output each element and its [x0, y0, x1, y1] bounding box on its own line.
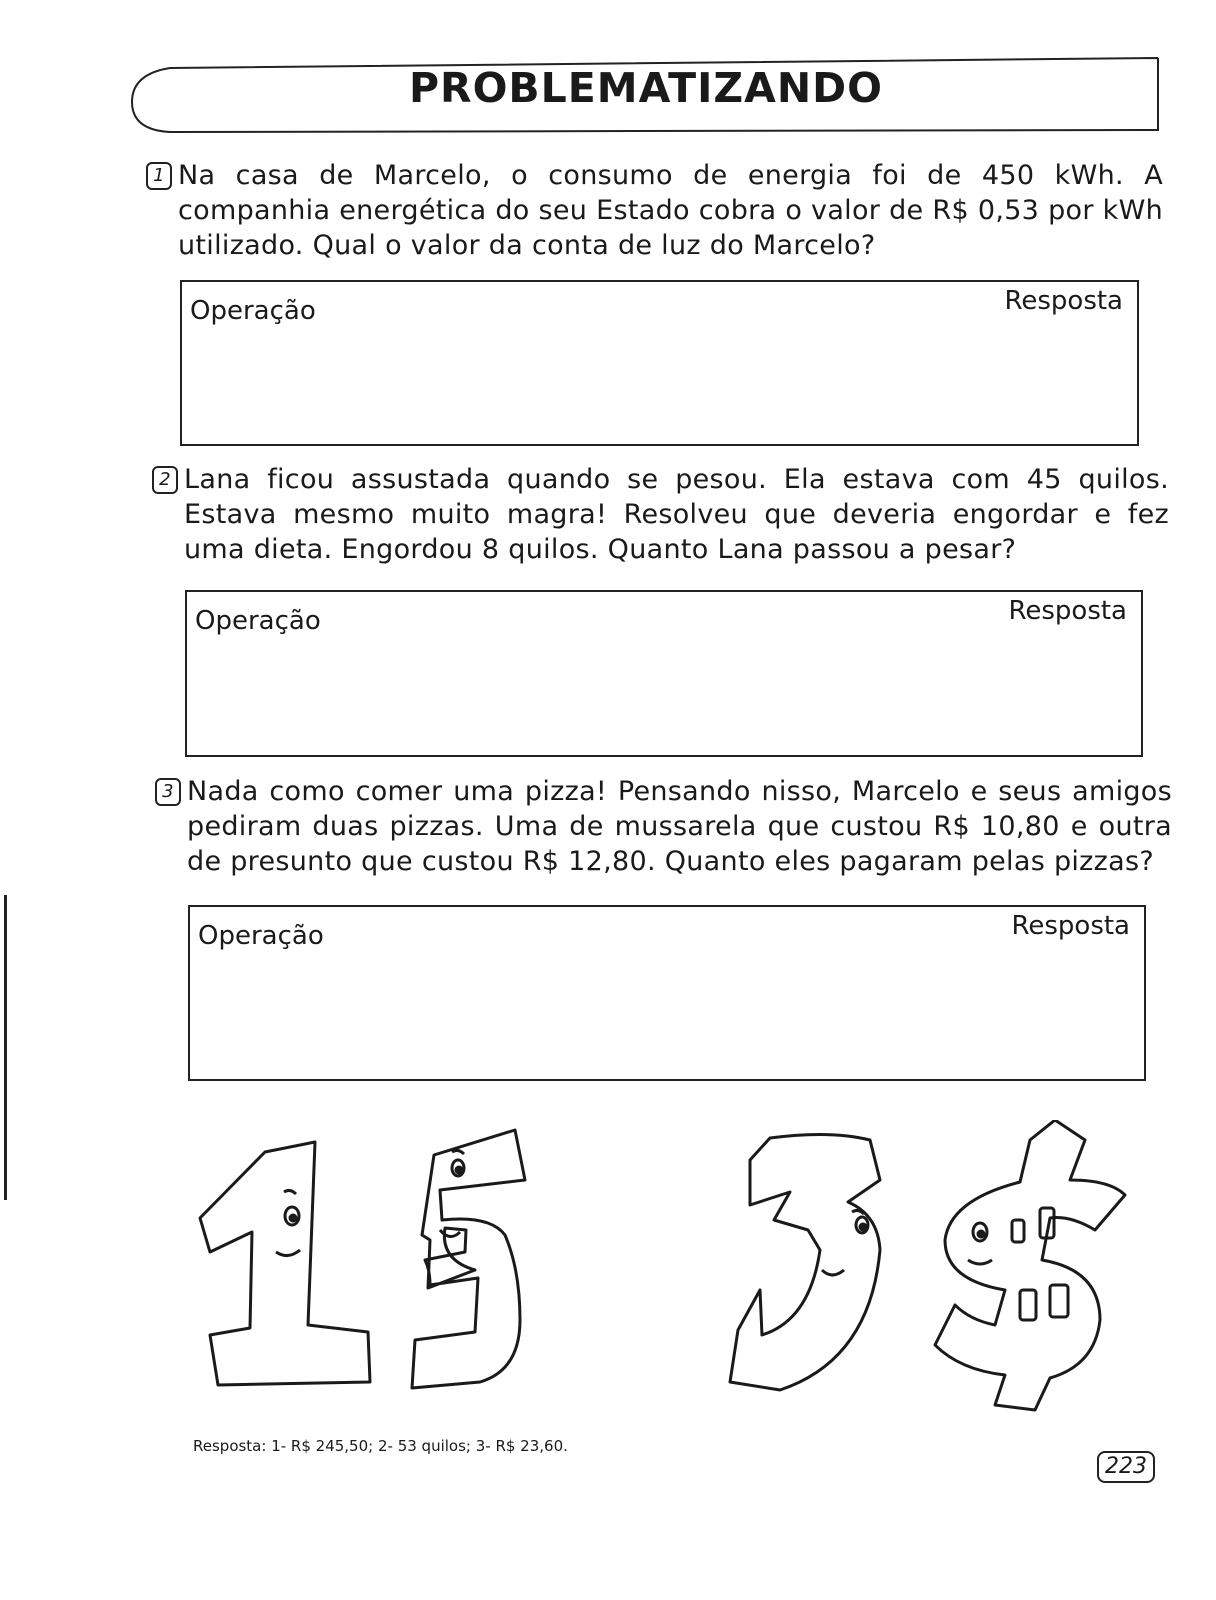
operation-label: Operação — [198, 921, 324, 951]
answer-box-3[interactable] — [188, 905, 1146, 1081]
answer-label: Resposta — [1004, 286, 1123, 316]
problem-text: Lana ficou assustada quando se pesou. Ela estava com 45 quilos. Estava mesmo muito magra! Resolveu que deveria engordar e fez uma dieta. Engordou 8 quilos. Quanto Lana passou a pesar? — [184, 464, 1169, 565]
answer-box-1[interactable] — [180, 280, 1139, 446]
answer-key: Resposta: 1- R$ 245,50; 2- 53 quilos; 3- R$ 23,60. — [193, 1437, 568, 1455]
problem-1 — [153, 158, 1163, 263]
page-title: PROBLEMATIZANDO — [408, 64, 884, 112]
problem-number: 2 — [152, 466, 178, 494]
problem-text: Nada como comer uma pizza! Pensando nisso, Marcelo e seus amigos pediram duas pizzas. Uma de mussarela que custou R$ 10,80 e outra de presunto que custou R$ 12,80. Quanto eles pagaram pelas pizzas? — [187, 776, 1172, 877]
answer-label: Resposta — [1008, 596, 1127, 626]
answer-box-2[interactable] — [185, 590, 1143, 757]
cartoon-three-icon — [730, 1134, 880, 1390]
problem-3 — [162, 774, 1172, 879]
cartoon-one-icon — [200, 1142, 370, 1385]
cartoon-dollar-icon — [935, 1120, 1125, 1410]
scan-edge-line — [4, 895, 7, 1200]
answer-label: Resposta — [1011, 911, 1130, 941]
cartoon-numbers-illustration — [190, 1120, 1150, 1420]
operation-label: Operação — [190, 296, 316, 326]
problem-text: Na casa de Marcelo, o consumo de energia foi de 450 kWh. A companhia energética do seu Estado cobra o valor de R$ 0,53 por kWh utilizado. Qual o valor da conta de luz do Marcelo? — [178, 160, 1163, 261]
problem-number: 3 — [155, 778, 181, 806]
page-number: 223 — [1097, 1451, 1155, 1483]
problem-number: 1 — [146, 162, 172, 190]
header-banner — [130, 54, 1162, 134]
cartoon-five-icon — [412, 1130, 525, 1388]
problem-2 — [159, 462, 1169, 567]
operation-label: Operação — [195, 606, 321, 636]
